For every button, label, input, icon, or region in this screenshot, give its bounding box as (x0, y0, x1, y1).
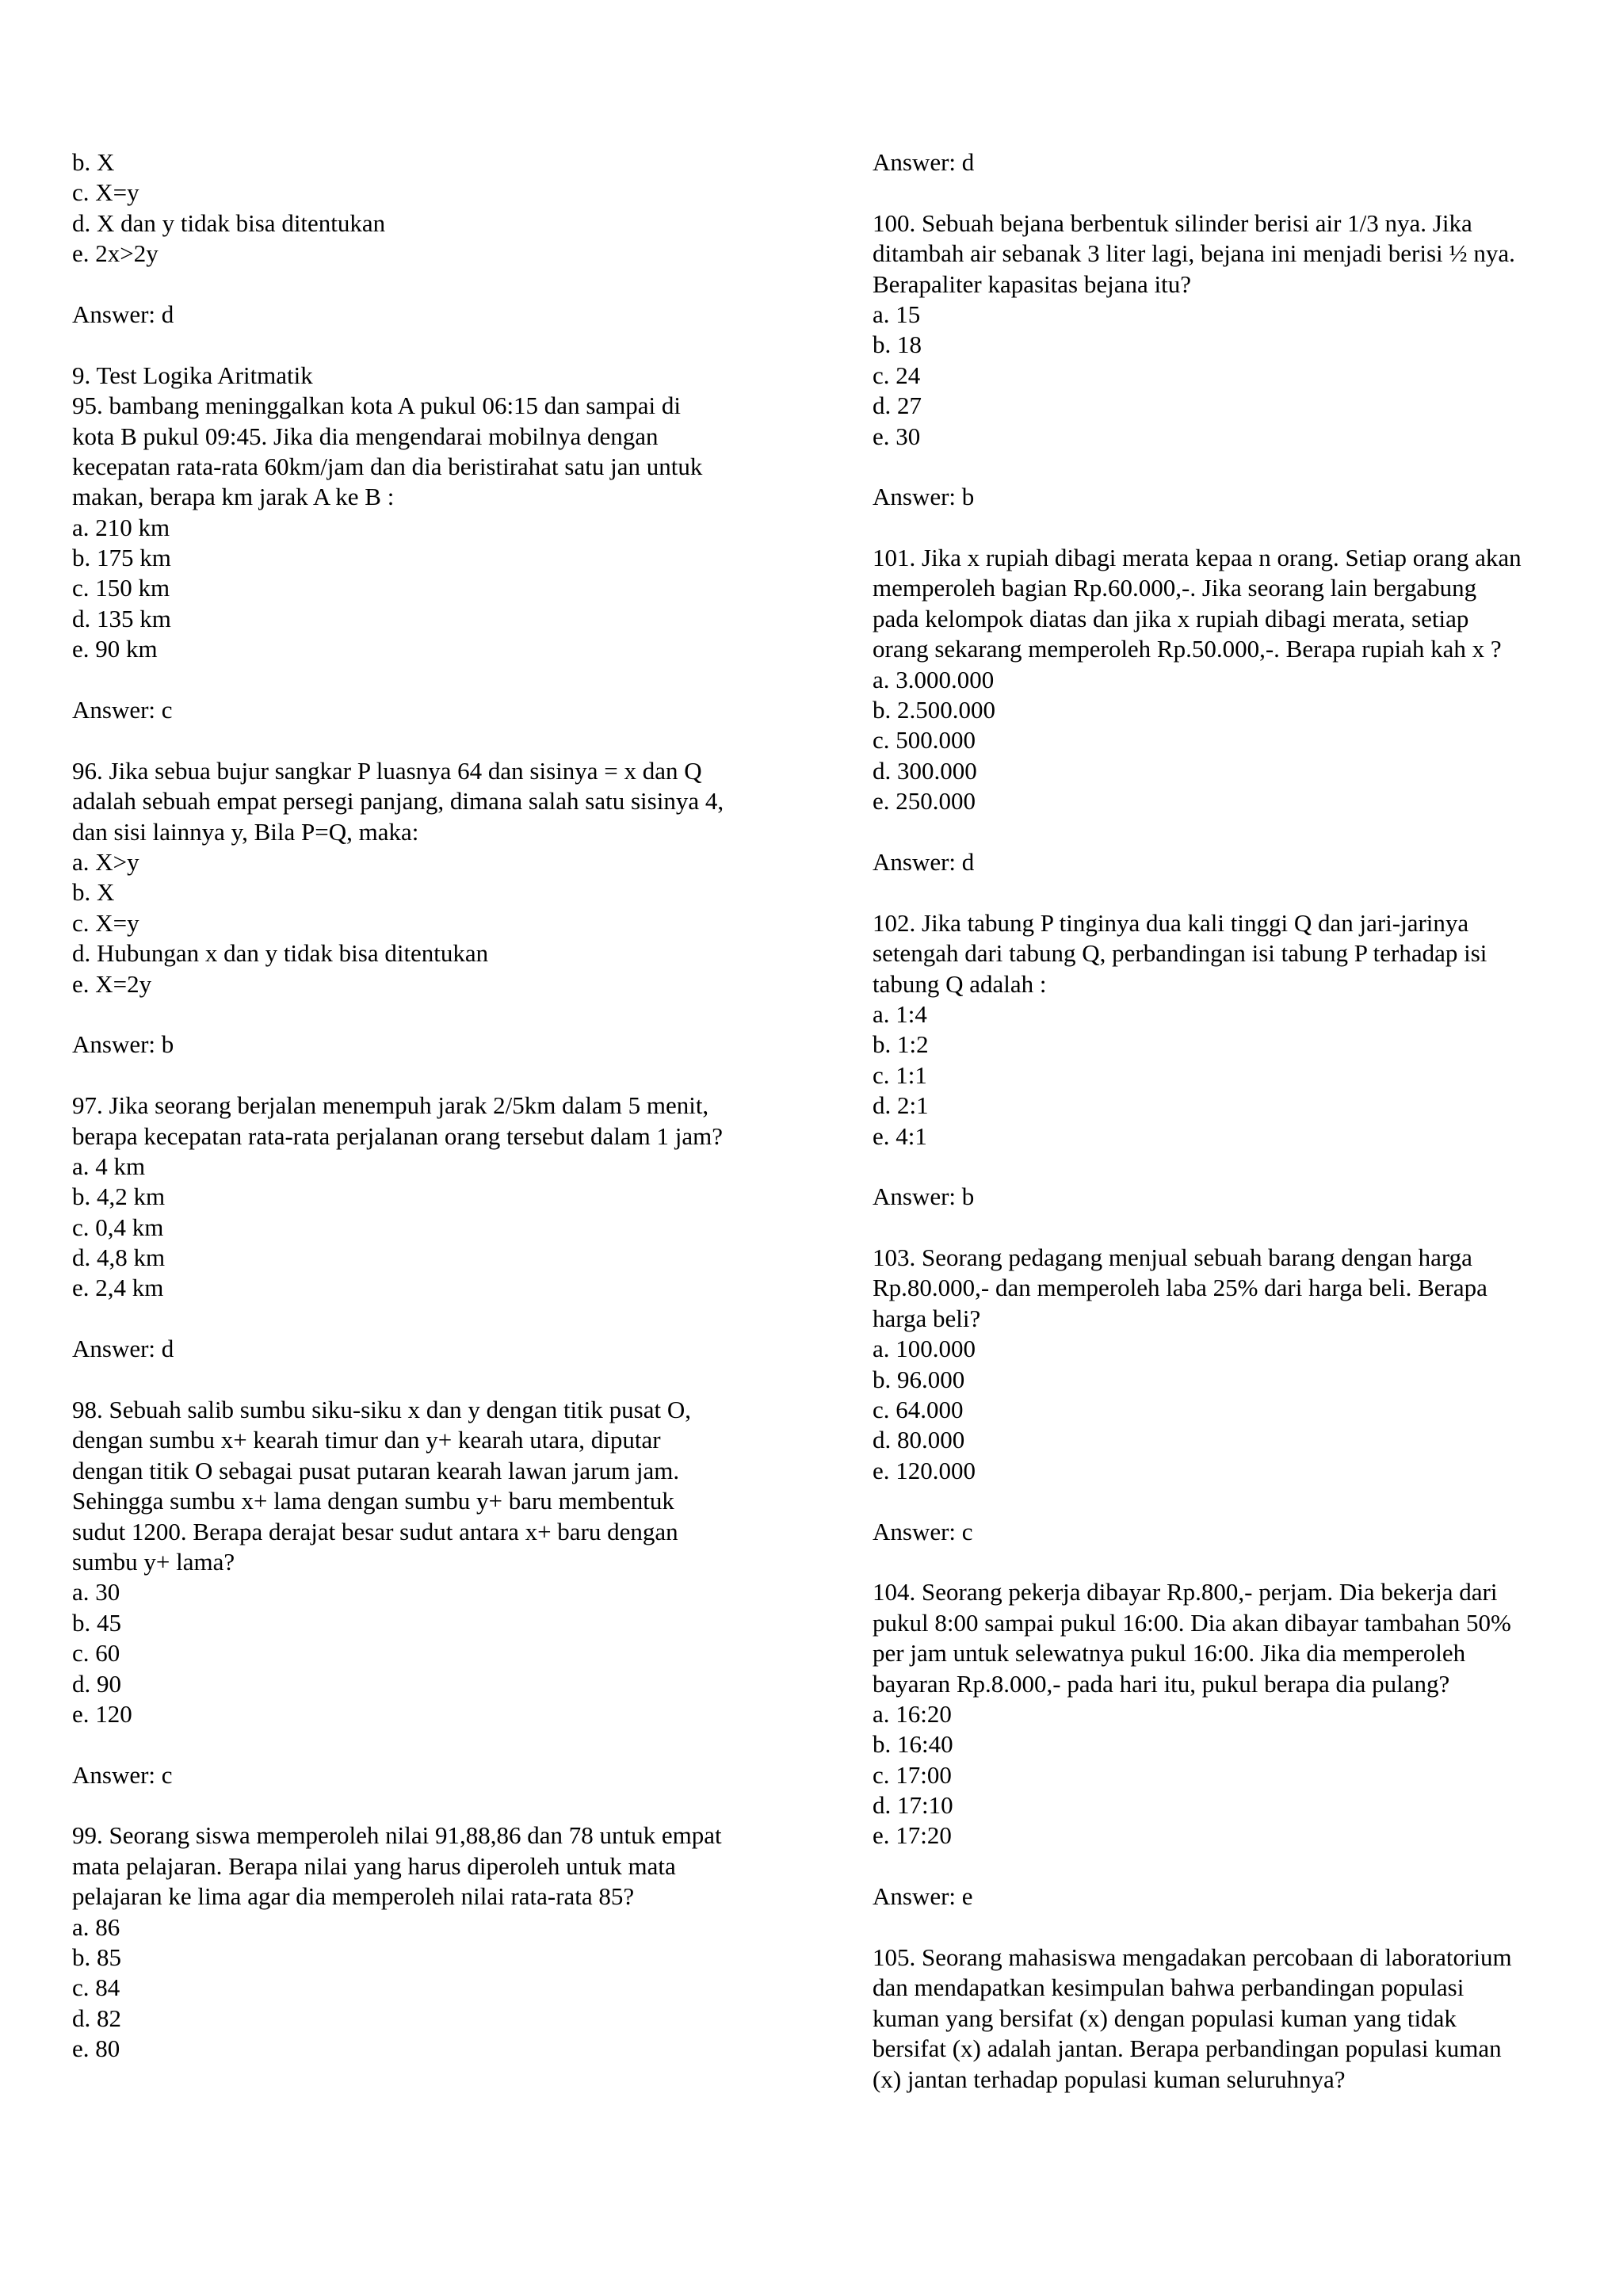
text-line: sumbu y+ lama? (72, 1547, 235, 1576)
text-line: pukul 8:00 sampai pukul 16:00. Dia akan dibayar tambahan 50% (873, 1608, 1511, 1637)
text-line: ditambah air sebanak 3 liter lagi, bejana ini menjadi berisi ½ nya. (873, 239, 1515, 268)
text-line: adalah sebuah empat persegi panjang, dimana salah satu sisinya 4, (72, 787, 724, 816)
text-line: b. X (72, 148, 115, 176)
text-line: c. 150 km (72, 574, 170, 602)
text-line: a. 3.000.000 (873, 665, 995, 693)
answer-line: Answer: d (72, 300, 174, 328)
paragraph-gap (873, 877, 1586, 907)
text-line: b. 16:40 (873, 1730, 953, 1759)
paragraph-gap (873, 1547, 1586, 1577)
text-line: (x) jantan terhadap populasi kuman seluruhnya? (873, 2065, 1346, 2093)
text-line: e. 250.000 (873, 787, 976, 816)
text-line: per jam untuk selewatnya pukul 16:00. Jika dia memperoleh (873, 1639, 1466, 1668)
text-line: 104. Seorang pekerja dibayar Rp.800,- perjam. Dia bekerja dari (873, 1578, 1498, 1606)
text-line: c. 84 (72, 1973, 120, 2002)
text-line: c. X=y (72, 178, 139, 207)
text-line: d. 82 (72, 2004, 121, 2032)
text-line: e. X=2y (72, 969, 152, 998)
answer-block (873, 1881, 1586, 1912)
question-block (72, 756, 785, 999)
question-block (873, 1243, 1586, 1486)
text-line: c. X=y (72, 908, 139, 937)
text-line: memperoleh bagian Rp.60.000,-. Jika seorang lain bergabung (873, 574, 1477, 602)
text-line: b. 1:2 (873, 1030, 929, 1059)
text-line: kota B pukul 09:45. Jika dia mengendarai mobilnya dengan (72, 422, 659, 450)
text-line: d. 135 km (72, 604, 171, 632)
paragraph-gap (873, 1152, 1586, 1182)
text-line: a. 4 km (72, 1152, 146, 1180)
text-line: a. 86 (72, 1912, 120, 1941)
text-line: d. Hubungan x dan y tidak bisa ditentukan (72, 939, 489, 968)
question-block (873, 1577, 1586, 1851)
paragraph-gap (873, 817, 1586, 847)
question-block (72, 1820, 785, 2064)
answer-line: Answer: b (873, 483, 975, 511)
text-line: dan mendapatkan kesimpulan bahwa perbandingan populasi (873, 1973, 1465, 2002)
paragraph-gap (72, 999, 785, 1030)
text-line: d. X dan y tidak bisa ditentukan (72, 208, 386, 237)
answer-line: Answer: b (72, 1030, 174, 1059)
paragraph-gap (72, 1060, 785, 1091)
answer-block (72, 300, 785, 330)
text-line: d. 4,8 km (72, 1244, 166, 1272)
text-line: setengah dari tabung Q, perbandingan isi tabung P terhadap isi (873, 939, 1487, 968)
text-line: 99. Seorang siswa memperoleh nilai 91,88,86 dan 78 untuk empat (72, 1821, 722, 1850)
text-line: b. 175 km (72, 544, 171, 572)
text-line: a. 1:4 (873, 999, 927, 1028)
paragraph-gap (72, 1365, 785, 1395)
text-line: Rp.80.000,- dan memperoleh laba 25% dari harga beli. Berapa (873, 1274, 1487, 1302)
question-block (72, 361, 785, 665)
text-line: pelajaran ke lima agar dia memperoleh nilai rata-rata 85? (72, 1882, 635, 1911)
text-line: e. 120.000 (873, 1456, 976, 1484)
text-line: c. 24 (873, 361, 921, 389)
text-line: a. 210 km (72, 513, 170, 541)
text-line: a. 30 (72, 1578, 120, 1606)
text-line: d. 2:1 (873, 1091, 929, 1120)
text-line: e. 4:1 (873, 1121, 927, 1150)
text-line: b. 96.000 (873, 1365, 965, 1393)
text-line: 95. bambang meninggalkan kota A pukul 06:15 dan sampai di (72, 392, 681, 420)
text-line: 100. Sebuah bejana berbentuk silinder berisi air 1/3 nya. Jika (873, 208, 1472, 237)
text-line: e. 30 (873, 422, 921, 450)
text-line: harga beli? (873, 1304, 981, 1332)
text-line: e. 2x>2y (72, 239, 158, 268)
paragraph-gap (72, 330, 785, 360)
text-line: kuman yang bersifat (x) dengan populasi kuman yang tidak (873, 2004, 1457, 2032)
paragraph-gap (72, 1304, 785, 1334)
question-block (873, 208, 1586, 452)
text-line: b. 4,2 km (72, 1182, 166, 1211)
answer-block (72, 695, 785, 725)
text-line: 96. Jika sebua bujur sangkar P luasnya 64 dan sisinya = x dan Q (72, 756, 702, 785)
text-line: dengan sumbu x+ kearah timur dan y+ kearah utara, diputar (72, 1426, 661, 1454)
answer-block (72, 1334, 785, 1364)
text-line: e. 17:20 (873, 1821, 952, 1850)
text-line: makan, berapa km jarak A ke B : (72, 483, 395, 511)
paragraph-gap (72, 665, 785, 695)
answer-block (873, 1517, 1586, 1547)
answer-line: Answer: c (873, 1517, 973, 1545)
text-line: c. 1:1 (873, 1060, 927, 1089)
text-line: c. 17:00 (873, 1760, 952, 1789)
answer-block (873, 482, 1586, 512)
text-line: Sehingga sumbu x+ lama dengan sumbu y+ baru membentuk (72, 1487, 674, 1515)
text-line: e. 120 (72, 1699, 132, 1728)
text-line: 105. Seorang mahasiswa mengadakan percobaan di laboratorium (873, 1943, 1512, 1972)
text-line: d. 27 (873, 392, 922, 420)
answer-line: Answer: e (873, 1882, 973, 1911)
answer-block (72, 1030, 785, 1060)
text-line: c. 0,4 km (72, 1213, 164, 1241)
text-line: d. 90 (72, 1669, 121, 1698)
paragraph-gap (873, 452, 1586, 482)
text-line: c. 60 (72, 1639, 120, 1668)
text-line: a. 100.000 (873, 1335, 976, 1363)
question-block (873, 908, 1586, 1152)
paragraph-gap (873, 1486, 1586, 1516)
text-line: b. 85 (72, 1943, 121, 1972)
question-block (72, 1395, 785, 1729)
answer-line: Answer: d (873, 847, 975, 876)
text-line: b. X (72, 878, 115, 907)
text-line: d. 300.000 (873, 756, 977, 785)
answer-line: Answer: b (873, 1182, 975, 1211)
question-block (873, 543, 1586, 817)
text-line: c. 500.000 (873, 726, 976, 755)
question-block (72, 1091, 785, 1304)
text-line: 102. Jika tabung P tinginya dua kali tinggi Q dan jari-jarinya (873, 908, 1469, 937)
left-column (72, 147, 785, 2065)
question-block (873, 1943, 1586, 2095)
text-line: e. 2,4 km (72, 1274, 164, 1302)
text-line: a. 16:20 (873, 1699, 952, 1728)
text-line: b. 45 (72, 1608, 121, 1637)
answer-block (873, 1182, 1586, 1212)
text-line: kecepatan rata-rata 60km/jam dan dia beristirahat satu jan untuk (72, 452, 703, 480)
text-line: orang sekarang memperoleh Rp.50.000,-. Berapa rupiah kah x ? (873, 635, 1502, 663)
text-line: tabung Q adalah : (873, 969, 1047, 998)
text-line: 101. Jika x rupiah dibagi merata kepaa n orang. Setiap orang akan (873, 544, 1522, 572)
text-line: dengan titik O sebagai pusat putaran kearah lawan jarum jam. (72, 1456, 680, 1484)
paragraph-gap (873, 1912, 1586, 1943)
paragraph-gap (873, 513, 1586, 543)
question-block (72, 147, 785, 269)
text-line: a. X>y (72, 847, 139, 876)
text-line: bersifat (x) adalah jantan. Berapa perbandingan populasi kuman (873, 2034, 1502, 2063)
text-line: sudut 1200. Berapa derajat besar sudut antara x+ baru dengan (72, 1517, 678, 1545)
text-line: a. 15 (873, 300, 921, 328)
text-line: bayaran Rp.8.000,- pada hari itu, pukul berapa dia pulang? (873, 1669, 1450, 1698)
answer-block (873, 147, 1586, 178)
paragraph-gap (72, 269, 785, 300)
answer-line: Answer: d (72, 1335, 174, 1363)
text-line: mata pelajaran. Berapa nilai yang harus diperoleh untuk mata (72, 1851, 676, 1880)
right-column (873, 147, 1586, 2095)
text-line: dan sisi lainnya y, Bila P=Q, maka: (72, 817, 419, 846)
text-line: e. 90 km (72, 635, 158, 663)
answer-line: Answer: c (72, 696, 173, 724)
answer-line: Answer: c (72, 1760, 173, 1789)
paragraph-gap (72, 1790, 785, 1820)
text-line: b. 2.500.000 (873, 696, 995, 724)
text-line: 97. Jika seorang berjalan menempuh jarak 2/5km dalam 5 menit, (72, 1091, 709, 1120)
text-line: 9. Test Logika Aritmatik (72, 361, 313, 389)
text-line: d. 17:10 (873, 1791, 953, 1820)
paragraph-gap (873, 1213, 1586, 1243)
text-line: pada kelompok diatas dan jika x rupiah dibagi merata, setiap (873, 604, 1469, 632)
text-line: b. 18 (873, 330, 922, 359)
text-line: berapa kecepatan rata-rata perjalanan orang tersebut dalam 1 jam? (72, 1121, 724, 1150)
text-line: 98. Sebuah salib sumbu siku-siku x dan y dengan titik pusat O, (72, 1396, 691, 1424)
text-line: 103. Seorang pedagang menjual sebuah barang dengan harga (873, 1244, 1472, 1272)
answer-block (72, 1760, 785, 1790)
text-line: Berapaliter kapasitas bejana itu? (873, 269, 1191, 298)
answer-line: Answer: d (873, 148, 975, 176)
paragraph-gap (72, 725, 785, 755)
text-line: e. 80 (72, 2034, 120, 2063)
text-line: c. 64.000 (873, 1396, 964, 1424)
answer-block (873, 847, 1586, 877)
paragraph-gap (72, 1729, 785, 1759)
paragraph-gap (873, 1851, 1586, 1881)
paragraph-gap (873, 178, 1586, 208)
text-line: d. 80.000 (873, 1426, 965, 1454)
